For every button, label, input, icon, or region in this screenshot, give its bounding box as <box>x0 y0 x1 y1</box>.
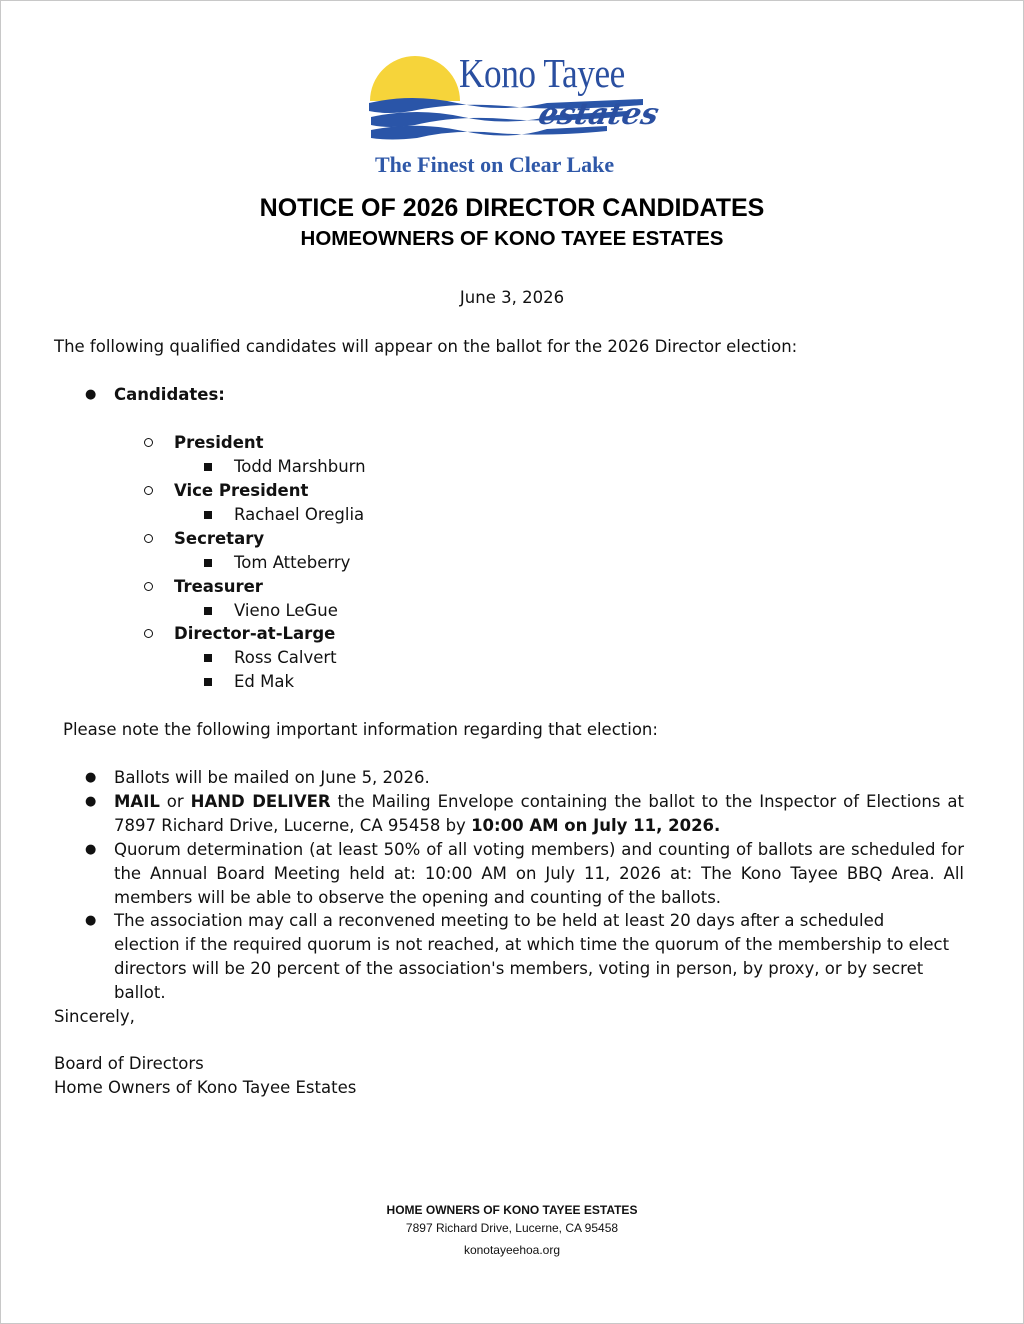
info-item-mail-deliver <box>114 790 964 838</box>
square-bullet-icon <box>204 654 212 662</box>
info-item-ballots-mailed: Ballots will be mailed on June 5, 2026. <box>114 768 430 787</box>
info-item-quorum: Quorum determination (at least 50% of all voting members) and counting of ballots are scheduled for the Annual Board Meeting held at: 10:00 AM on July 11, 2026 at: The Kono Tayee BBQ Area. All members will be able to observe the opening and counting of the ballots. <box>114 840 964 907</box>
office-title: Director-at-Large <box>174 624 336 643</box>
square-bullet-icon <box>204 559 212 567</box>
candidate-name: Todd Marshburn <box>234 457 366 476</box>
closing-text: Sincerely, <box>54 1007 135 1026</box>
signature-line-2: Home Owners of Kono Tayee Estates <box>54 1078 357 1097</box>
office-title: Treasurer <box>174 577 263 596</box>
intro-text: The following qualified candidates will appear on the ballot for the 2026 Director election: <box>54 337 798 356</box>
deadline-emphasis: 10:00 AM on July 11, 2026. <box>471 816 721 835</box>
bullet-icon: ● <box>85 387 97 402</box>
footer-org-name: HOME OWNERS OF KONO TAYEE ESTATES <box>386 1203 638 1217</box>
candidate-name: Ross Calvert <box>234 648 337 667</box>
mail-deliver-text: the Mailing Envelope containing the ballot to the Inspector of Elections at 7897 Richard Drive, Lucerne, CA 95458 by <box>114 792 965 835</box>
office-title: Vice President <box>174 481 309 500</box>
hand-deliver-emphasis: HAND DELIVER <box>190 792 331 811</box>
circle-bullet-icon <box>144 582 153 591</box>
candidate-name: Tom Atteberry <box>234 553 351 572</box>
bullet-icon: ● <box>85 770 97 785</box>
page-title: NOTICE OF 2026 DIRECTOR CANDIDATES <box>259 194 765 222</box>
square-bullet-icon <box>204 678 212 686</box>
note-intro-text: Please note the following important information regarding that election: <box>63 720 658 739</box>
circle-bullet-icon <box>144 438 153 447</box>
bullet-icon: ● <box>85 842 97 857</box>
circle-bullet-icon <box>144 486 153 495</box>
office-title: Secretary <box>174 529 265 548</box>
mail-emphasis: MAIL <box>114 792 160 811</box>
footer-address: 7897 Richard Drive, Lucerne, CA 95458 <box>405 1221 619 1235</box>
page-subtitle: HOMEOWNERS OF KONO TAYEE ESTATES <box>300 227 724 250</box>
square-bullet-icon <box>204 511 212 519</box>
circle-bullet-icon <box>144 629 153 638</box>
info-item-reconvened-meeting: The association may call a reconvened meeting to be held at least 20 days after a scheduled election if the required quorum is not reached, at which time the quorum of the membership to elect directors will be 20 percent of the association's members, voting in person, by proxy, or by secret ballot. <box>114 911 950 1002</box>
or-text: or <box>159 792 191 811</box>
signature-line-1: Board of Directors <box>54 1054 204 1073</box>
logo-tagline: The Finest on Clear Lake <box>375 152 615 177</box>
office-title: President <box>174 433 264 452</box>
notice-date: June 3, 2026 <box>459 288 565 307</box>
footer-website-link[interactable]: konotayeehoa.org <box>463 1243 561 1257</box>
square-bullet-icon <box>204 607 212 615</box>
square-bullet-icon <box>204 463 212 471</box>
logo-name: Kono Tayee <box>459 50 625 96</box>
kono-tayee-logo <box>367 45 667 185</box>
circle-bullet-icon <box>144 534 153 543</box>
bullet-icon: ● <box>85 913 97 928</box>
candidate-name: Vieno LeGue <box>234 601 338 620</box>
logo-script-text: estates <box>535 97 662 132</box>
candidate-name: Rachael Oreglia <box>234 505 365 524</box>
candidates-label: Candidates: <box>114 385 225 404</box>
bullet-icon: ● <box>85 794 97 809</box>
candidate-name: Ed Mak <box>234 672 295 691</box>
